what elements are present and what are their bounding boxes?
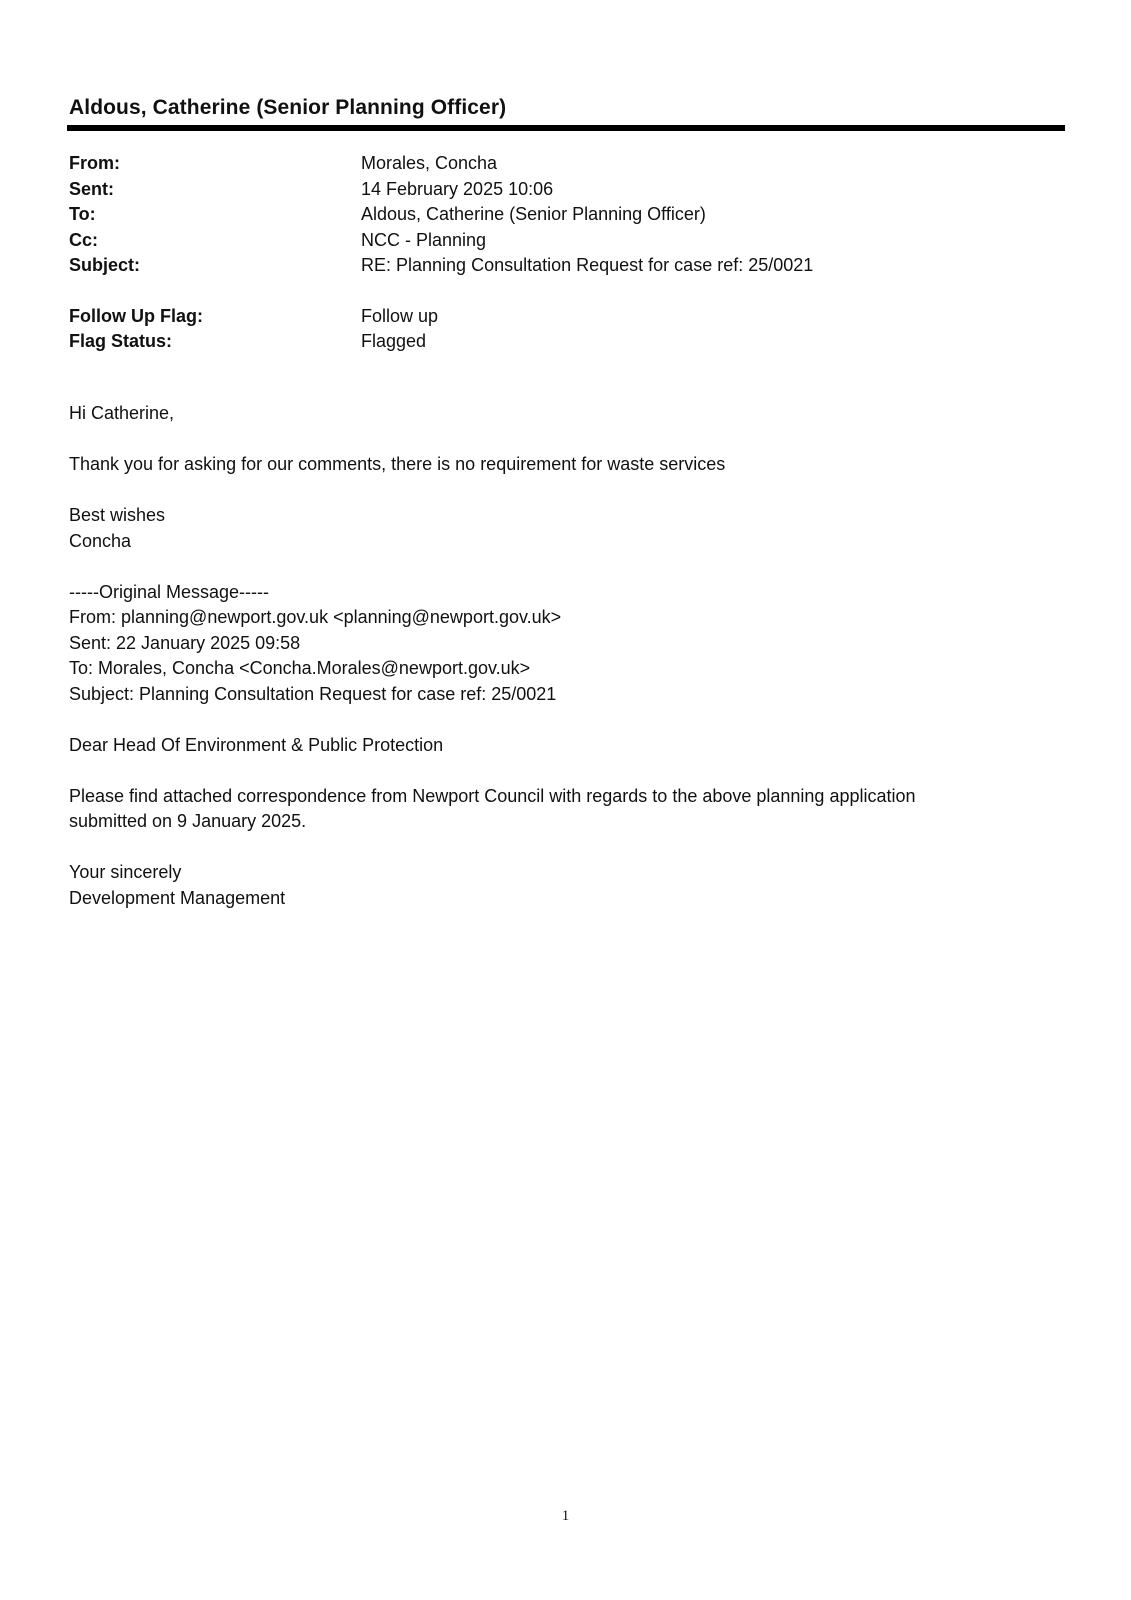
sent-label: Sent: <box>69 178 114 199</box>
original-sender: Development Management <box>69 887 286 908</box>
header-row-follow-up-flag <box>69 304 1049 330</box>
original-message-separator: -----Original Message----- <box>69 581 270 602</box>
cc-value: NCC - Planning <box>361 229 487 250</box>
email-body <box>69 401 1059 937</box>
to-value: Aldous, Catherine (Senior Planning Officer) <box>361 204 706 225</box>
original-message-header <box>69 580 1059 708</box>
cc-label: Cc: <box>69 229 99 250</box>
original-to-line: To: Morales, Concha <Concha.Morales@newport.gov.uk> <box>69 658 531 678</box>
original-salutation: Dear Head Of Environment & Public Protection <box>69 734 444 755</box>
page-number: 1 <box>561 1508 570 1524</box>
header-row-subject <box>69 253 1049 279</box>
header-row-from <box>69 151 1049 177</box>
email-header-table <box>69 151 1049 355</box>
header-row-cc <box>69 228 1049 254</box>
original-closing: Your sincerely <box>69 862 182 882</box>
to-label: To: <box>69 204 96 225</box>
flag-status-label: Flag Status: <box>69 331 173 352</box>
header-row-to <box>69 202 1049 228</box>
follow-up-flag-label: Follow Up Flag: <box>69 305 203 326</box>
original-body-line-1: Please find attached correspondence from Newport Council with regards to the above planning application <box>69 785 916 806</box>
reply-greeting: Hi Catherine, <box>69 403 175 423</box>
mailbox-owner-title: Aldous, Catherine (Senior Planning Officer) <box>69 96 507 119</box>
original-body-line-2: submitted on 9 January 2025. <box>69 811 307 831</box>
title-divider <box>67 125 1065 131</box>
sent-value: 14 February 2025 10:06 <box>361 178 554 199</box>
subject-label: Subject: <box>69 255 141 276</box>
original-closing-block <box>69 860 1059 911</box>
original-from-line: From: planning@newport.gov.uk <planning@newport.gov.uk> <box>69 607 562 627</box>
original-sent-line: Sent: 22 January 2025 09:58 <box>69 632 301 653</box>
flag-status-value: Flagged <box>361 331 427 352</box>
header-row-sent <box>69 177 1049 203</box>
original-subject-line: Subject: Planning Consultation Request for case ref: 25/0021 <box>69 683 557 704</box>
subject-value: RE: Planning Consultation Request for case ref: 25/0021 <box>361 255 814 276</box>
reply-signoff: Best wishes <box>69 505 166 525</box>
reply-signature: Concha <box>69 530 132 551</box>
from-value: Morales, Concha <box>361 153 498 174</box>
header-row-flag-status <box>69 329 1049 355</box>
original-body <box>69 784 1059 835</box>
follow-up-flag-value: Follow up <box>361 305 439 326</box>
reply-signoff-block <box>69 503 1059 554</box>
reply-message: Thank you for asking for our comments, there is no requirement for waste services <box>69 454 726 474</box>
from-label: From: <box>69 153 120 174</box>
